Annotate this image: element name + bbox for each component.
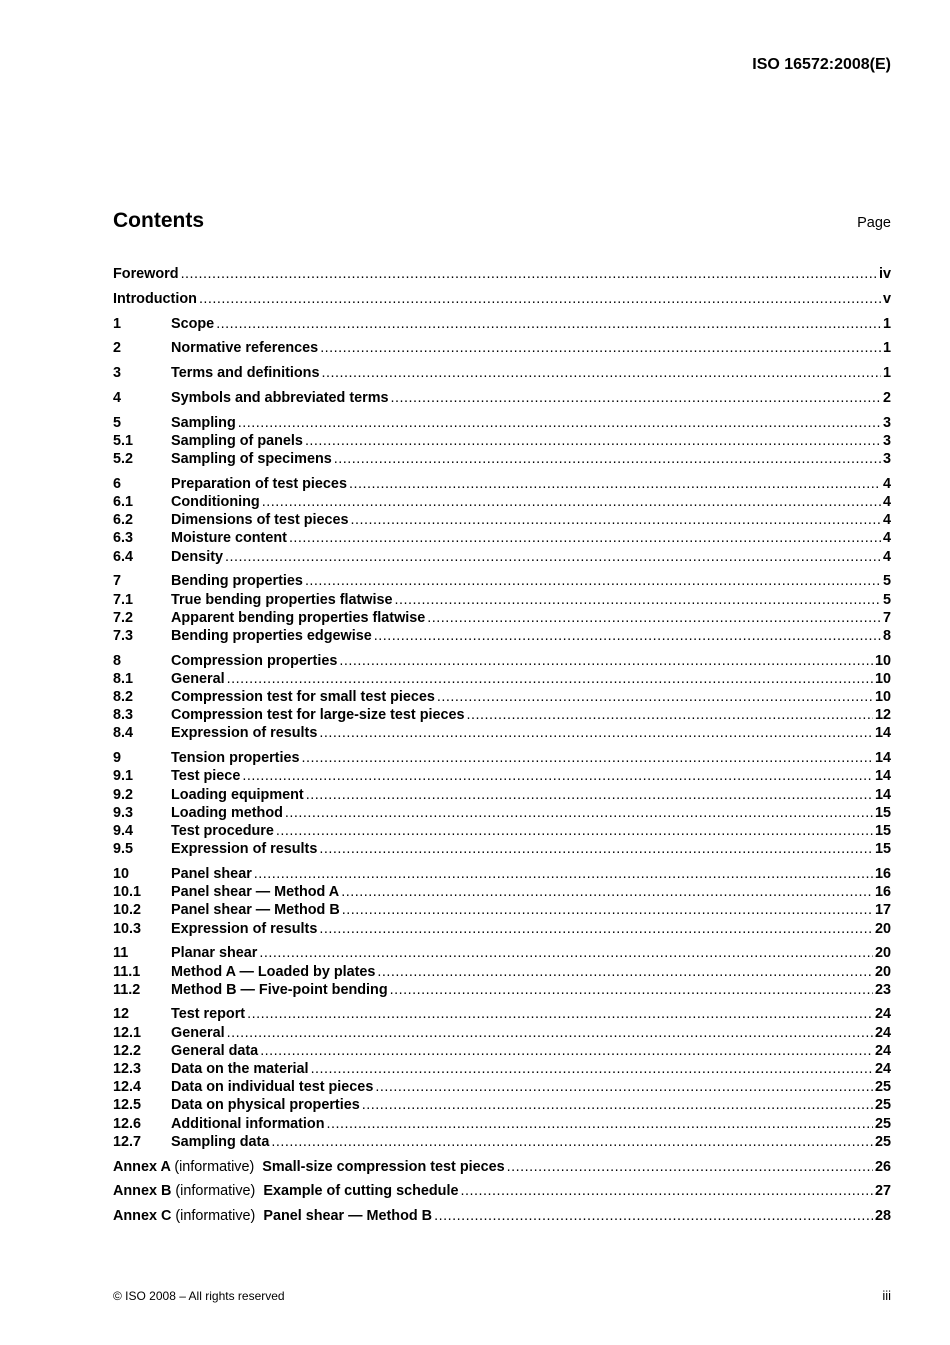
toc-dot-leader [395, 592, 881, 608]
toc-dot-leader [377, 964, 873, 980]
toc-entry[interactable] [113, 340, 891, 358]
toc-entry-page: 16 [874, 884, 891, 901]
toc-dot-leader [339, 653, 873, 669]
toc-entry[interactable] [113, 1043, 891, 1061]
toc-entry-title: Method A — Loaded by plates [171, 963, 376, 980]
toc-entry-number: 5 [113, 414, 122, 431]
toc-entry-page: 23 [874, 981, 891, 998]
toc-entry[interactable] [113, 592, 891, 610]
toc-entry-page: 15 [874, 804, 891, 821]
toc-dot-leader [262, 494, 881, 510]
toc-entry[interactable] [113, 768, 891, 786]
toc-entry-page: 14 [874, 725, 891, 742]
footer-copyright: © ISO 2008 – All rights reserved [113, 1289, 285, 1303]
toc-dot-leader [238, 415, 881, 431]
footer-page-number: iii [882, 1288, 891, 1303]
toc-entry[interactable] [113, 476, 891, 494]
toc-entry-title: Test report [171, 1006, 246, 1023]
toc-entry-page: 4 [882, 512, 891, 529]
toc-entry-page: 2 [882, 389, 891, 406]
toc-dot-leader [320, 340, 881, 356]
toc-entry[interactable] [113, 866, 891, 884]
toc-entry-page: 10 [874, 652, 891, 669]
toc-annex-label [113, 1208, 255, 1224]
toc-entry-page: 7 [882, 609, 891, 626]
toc-entry-page: 8 [882, 627, 891, 644]
toc-entry-number: 10.1 [113, 884, 142, 901]
toc-entry-title: True bending properties flatwise [171, 591, 393, 608]
toc-entry-title: Moisture content [171, 530, 287, 547]
toc-entry-number: 7 [113, 573, 122, 590]
toc-dot-leader [276, 823, 873, 839]
toc-entry-page: 5 [882, 573, 891, 590]
toc-entry-page: 10 [874, 670, 891, 687]
toc-dot-leader [225, 549, 881, 565]
toc-entry[interactable] [113, 365, 891, 383]
toc-entry-number: 11 [113, 945, 129, 962]
toc-entry-number: 6.1 [113, 494, 134, 511]
toc-annex-informative: (informative) [174, 1158, 255, 1175]
toc-entry-number: 9 [113, 750, 122, 767]
toc-entry[interactable] [113, 964, 891, 982]
toc-entry-number: 12.6 [113, 1115, 142, 1132]
toc-entry-title: Compression test for large-size test pieces [171, 707, 465, 724]
toc-entry-page: 24 [874, 1061, 891, 1078]
toc-entry-number: 3 [113, 365, 122, 382]
toc-dot-leader [242, 768, 873, 784]
toc-dot-leader [467, 707, 873, 723]
toc-entry-title: Data on individual test pieces [171, 1079, 374, 1096]
document-id: ISO 16572:2008(E) [752, 56, 891, 73]
toc-entry-number: 10.3 [113, 920, 142, 937]
toc-entry[interactable] [113, 1159, 891, 1177]
toc-entry-title: Additional information [171, 1115, 325, 1132]
toc-dot-leader [351, 512, 881, 528]
toc-entry-title: Apparent bending properties flatwise [171, 609, 426, 626]
toc-entry-page: 24 [874, 1006, 891, 1023]
toc-entry-number: 11.1 [113, 963, 141, 980]
toc-dot-leader [260, 1043, 873, 1059]
toc-entry[interactable] [113, 390, 891, 408]
toc-entry-page: 3 [882, 414, 891, 431]
toc-dot-leader [319, 841, 873, 857]
toc-dot-leader [507, 1159, 873, 1175]
toc-dot-leader [362, 1097, 873, 1113]
toc-dot-leader [305, 573, 881, 589]
toc-entry-title: Panel shear — Method B [263, 1208, 433, 1225]
toc-entry-title: Loading method [171, 804, 283, 821]
toc-dot-leader [227, 1025, 873, 1041]
toc-entry-page: 4 [882, 548, 891, 565]
toc-entry-page: 20 [874, 963, 891, 980]
toc-entry[interactable] [113, 1134, 891, 1152]
toc-entry-page: 10 [874, 689, 891, 706]
toc-dot-leader [349, 476, 881, 492]
toc-entry-title: Terms and definitions [171, 365, 320, 382]
toc-dot-leader [437, 689, 873, 705]
toc-entry-title: Preparation of test pieces [171, 475, 347, 492]
toc-dot-leader [342, 902, 873, 918]
toc-entry[interactable] [113, 982, 891, 1000]
toc-dot-leader [227, 671, 873, 687]
toc-entry[interactable] [113, 921, 891, 939]
toc-entry[interactable] [113, 610, 891, 628]
toc-entry-page: 25 [874, 1097, 891, 1114]
toc-entry-number: 9.5 [113, 841, 134, 858]
toc-entry-title: Planar shear [171, 945, 258, 962]
toc-entry-page: 24 [874, 1042, 891, 1059]
toc-annex-label [113, 1159, 254, 1175]
toc-entry[interactable] [113, 671, 891, 689]
toc-entry[interactable] [113, 1183, 891, 1201]
toc-entry-title: Symbols and abbreviated terms [171, 389, 389, 406]
toc-entry-page: 25 [874, 1115, 891, 1132]
toc-dot-leader [247, 1006, 873, 1022]
toc-dot-leader [375, 1079, 873, 1095]
toc-entry-title: Example of cutting schedule [263, 1183, 459, 1200]
toc-entry-page: 25 [874, 1133, 891, 1150]
toc-dot-leader [285, 805, 873, 821]
toc-entry-title: Expression of results [171, 841, 318, 858]
toc-entry-page: 27 [874, 1183, 891, 1200]
toc-entry[interactable] [113, 451, 891, 469]
toc-entry[interactable] [113, 945, 891, 963]
toc-entry-number: 8.2 [113, 689, 134, 706]
toc-entry-number: 2 [113, 340, 122, 357]
toc-entry-page: 14 [874, 786, 891, 803]
toc-entry[interactable] [113, 1097, 891, 1115]
toc-entry[interactable] [113, 725, 891, 743]
toc-dot-leader [427, 610, 881, 626]
toc-dot-leader [259, 945, 873, 961]
toc-entry-title: Method B — Five-point bending [171, 981, 388, 998]
page-column-label: Page [857, 215, 891, 231]
toc-dot-leader [181, 266, 877, 282]
toc-entry[interactable] [113, 433, 891, 451]
toc-entry-page: 5 [882, 591, 891, 608]
toc-entry-title: Expression of results [171, 920, 318, 937]
toc-entry-page: 24 [874, 1024, 891, 1041]
toc-entry-number: 12.1 [113, 1024, 142, 1041]
toc-entry-number: 12.7 [113, 1133, 142, 1150]
toc-annex-label [113, 1183, 255, 1199]
toc-dot-leader [311, 1061, 873, 1077]
toc-entry[interactable] [113, 415, 891, 433]
toc-entry-title: General data [171, 1042, 259, 1059]
toc-entry-page: 15 [874, 823, 891, 839]
toc-entry-title: Density [171, 548, 223, 565]
toc-entry[interactable] [113, 1025, 891, 1043]
contents-header [113, 209, 891, 233]
toc-dot-leader [341, 884, 873, 900]
toc-entry-number: 7.2 [113, 609, 134, 626]
toc-entry-title: Expression of results [171, 725, 318, 742]
toc-entry[interactable] [113, 805, 891, 823]
toc-dot-leader [319, 921, 873, 937]
toc-entry-page: 4 [882, 494, 891, 511]
toc-dot-leader [216, 316, 881, 332]
toc-entry-title: Test procedure [171, 823, 274, 839]
toc-entry-number: 12.4 [113, 1079, 142, 1096]
toc-entry-number: 7.1 [113, 591, 134, 608]
toc-entry-title: Conditioning [171, 494, 260, 511]
toc-dot-leader [326, 1116, 873, 1132]
toc-entry-number: 9.4 [113, 823, 134, 839]
toc-entry-title: Normative references [171, 340, 319, 357]
toc-entry-title: General [171, 670, 225, 687]
toc-entry[interactable] [113, 1006, 891, 1024]
toc-entry-page: 15 [874, 841, 891, 858]
toc-entry-page: 4 [882, 530, 891, 547]
toc-entry-number: 12.2 [113, 1042, 142, 1059]
toc-entry-number: 12.5 [113, 1097, 142, 1114]
toc-entry[interactable] [113, 266, 891, 284]
toc-entry-number: 9.1 [113, 768, 134, 785]
toc-entry-number: 5.2 [113, 451, 134, 468]
toc-entry[interactable] [113, 689, 891, 707]
toc-entry-number: 6.3 [113, 530, 134, 547]
toc-entry-title: Introduction [113, 290, 197, 307]
toc-entry-title: Sampling of panels [171, 432, 303, 449]
toc-entry-page: 4 [882, 475, 891, 492]
toc-dot-leader [374, 628, 881, 644]
contents-title: Contents [113, 209, 204, 232]
toc-entry[interactable] [113, 841, 891, 859]
toc-entry-title: Sampling [171, 414, 236, 431]
toc-annex-number: Annex B [113, 1183, 172, 1200]
toc-entry-page: v [882, 290, 891, 307]
toc-entry-title: Panel shear [171, 865, 252, 882]
toc-dot-leader [305, 433, 881, 449]
toc-entry[interactable] [113, 291, 891, 309]
toc-entry-number: 9.2 [113, 786, 134, 803]
toc-entry-number: 6.2 [113, 512, 134, 529]
toc-dot-leader [289, 530, 881, 546]
toc-entry-title: Tension properties [171, 750, 300, 767]
toc-entry-page: 25 [874, 1079, 891, 1096]
toc-entry-page: 1 [882, 340, 891, 357]
toc-entry-page: 20 [874, 945, 891, 962]
toc-annex-number: Annex C [113, 1208, 172, 1225]
toc-entry-number: 6.4 [113, 548, 134, 565]
toc-entry-title: Scope [171, 315, 215, 332]
toc-entry-number: 8.1 [113, 670, 134, 687]
toc-entry-number: 11.2 [113, 981, 141, 998]
toc-entry-page: 1 [882, 365, 891, 382]
toc-entry[interactable] [113, 530, 891, 548]
toc-entry[interactable] [113, 1116, 891, 1134]
toc-entry-title: Foreword [113, 266, 179, 282]
toc-dot-leader [319, 725, 873, 741]
toc-dot-leader [306, 787, 873, 803]
toc-entry[interactable] [113, 787, 891, 805]
toc-entry[interactable] [113, 902, 891, 920]
toc-dot-leader [390, 982, 873, 998]
toc-entry-page: 26 [874, 1158, 891, 1175]
toc-entry-title: Data on the material [171, 1061, 309, 1078]
toc-entry-page: 3 [882, 451, 891, 468]
toc-entry-page: 14 [874, 768, 891, 785]
toc-entry-title: Sampling data [171, 1133, 270, 1150]
toc-entry[interactable] [113, 573, 891, 591]
toc-entry-page: iv [878, 266, 891, 282]
toc-entry-number: 10.2 [113, 902, 142, 919]
toc-entry-page: 28 [874, 1208, 891, 1225]
toc-entry-page: 3 [882, 432, 891, 449]
toc-entry-number: 8.3 [113, 707, 134, 724]
toc-entry-number: 6 [113, 475, 122, 492]
toc-entry-page: 1 [882, 315, 891, 332]
toc-annex-informative: (informative) [175, 1183, 256, 1200]
toc-annex-number: Annex A [113, 1158, 171, 1175]
toc-entry-number: 10 [113, 865, 130, 882]
toc-entry-number: 9.3 [113, 804, 134, 821]
toc-dot-leader [301, 750, 873, 766]
toc-entry[interactable] [113, 1208, 891, 1226]
toc-entry[interactable] [113, 823, 891, 841]
toc-entry-title: Bending properties [171, 573, 303, 590]
toc-dot-leader [271, 1134, 873, 1150]
toc-entry-title: General [171, 1024, 225, 1041]
toc-entry-title: Data on physical properties [171, 1097, 360, 1114]
toc-entry-number: 7.3 [113, 627, 134, 644]
toc-entry-number: 1 [113, 315, 122, 332]
toc-entry-page: 12 [874, 707, 891, 724]
toc-entry-title: Compression properties [171, 652, 338, 669]
toc-entry-title: Dimensions of test pieces [171, 512, 349, 529]
toc-entry-title: Small-size compression test pieces [262, 1158, 505, 1175]
toc-entry[interactable] [113, 707, 891, 725]
toc-entry[interactable] [113, 494, 891, 512]
toc-dot-leader [254, 866, 873, 882]
toc-dot-leader [460, 1183, 873, 1199]
toc-dot-leader [391, 390, 881, 406]
toc-entry[interactable] [113, 549, 891, 567]
toc-entry-number: 4 [113, 389, 122, 406]
toc-entry-page: 20 [874, 920, 891, 937]
toc-dot-leader [321, 365, 881, 381]
toc-entry-title: Test piece [171, 768, 241, 785]
toc-entry-title: Panel shear — Method A [171, 884, 340, 901]
toc-entry-page: 16 [874, 865, 891, 882]
toc-entry[interactable] [113, 628, 891, 646]
toc-entry-page: 17 [874, 902, 891, 919]
toc-annex-informative: (informative) [175, 1208, 256, 1225]
toc-dot-leader [199, 291, 881, 307]
toc-entry-number: 12.3 [113, 1061, 142, 1078]
toc-entry-number: 8 [113, 652, 122, 669]
toc-entry[interactable] [113, 1079, 891, 1097]
toc-entry-title: Sampling of specimens [171, 451, 332, 468]
toc-entry-title: Bending properties edgewise [171, 627, 372, 644]
toc-entry-number: 5.1 [113, 432, 134, 449]
toc-entry-page: 14 [874, 750, 891, 767]
toc-entry[interactable] [113, 653, 891, 671]
toc-entry-number: 8.4 [113, 725, 134, 742]
toc-entry[interactable] [113, 316, 891, 334]
table-of-contents [113, 266, 891, 1226]
toc-entry[interactable] [113, 884, 891, 902]
toc-dot-leader [334, 451, 881, 467]
toc-dot-leader [434, 1208, 873, 1224]
toc-entry-title: Compression test for small test pieces [171, 689, 435, 706]
toc-entry[interactable] [113, 1061, 891, 1079]
toc-entry[interactable] [113, 750, 891, 768]
toc-entry-title: Loading equipment [171, 786, 304, 803]
toc-entry-number: 12 [113, 1006, 130, 1023]
toc-entry-title: Panel shear — Method B [171, 902, 340, 919]
toc-entry[interactable] [113, 512, 891, 530]
